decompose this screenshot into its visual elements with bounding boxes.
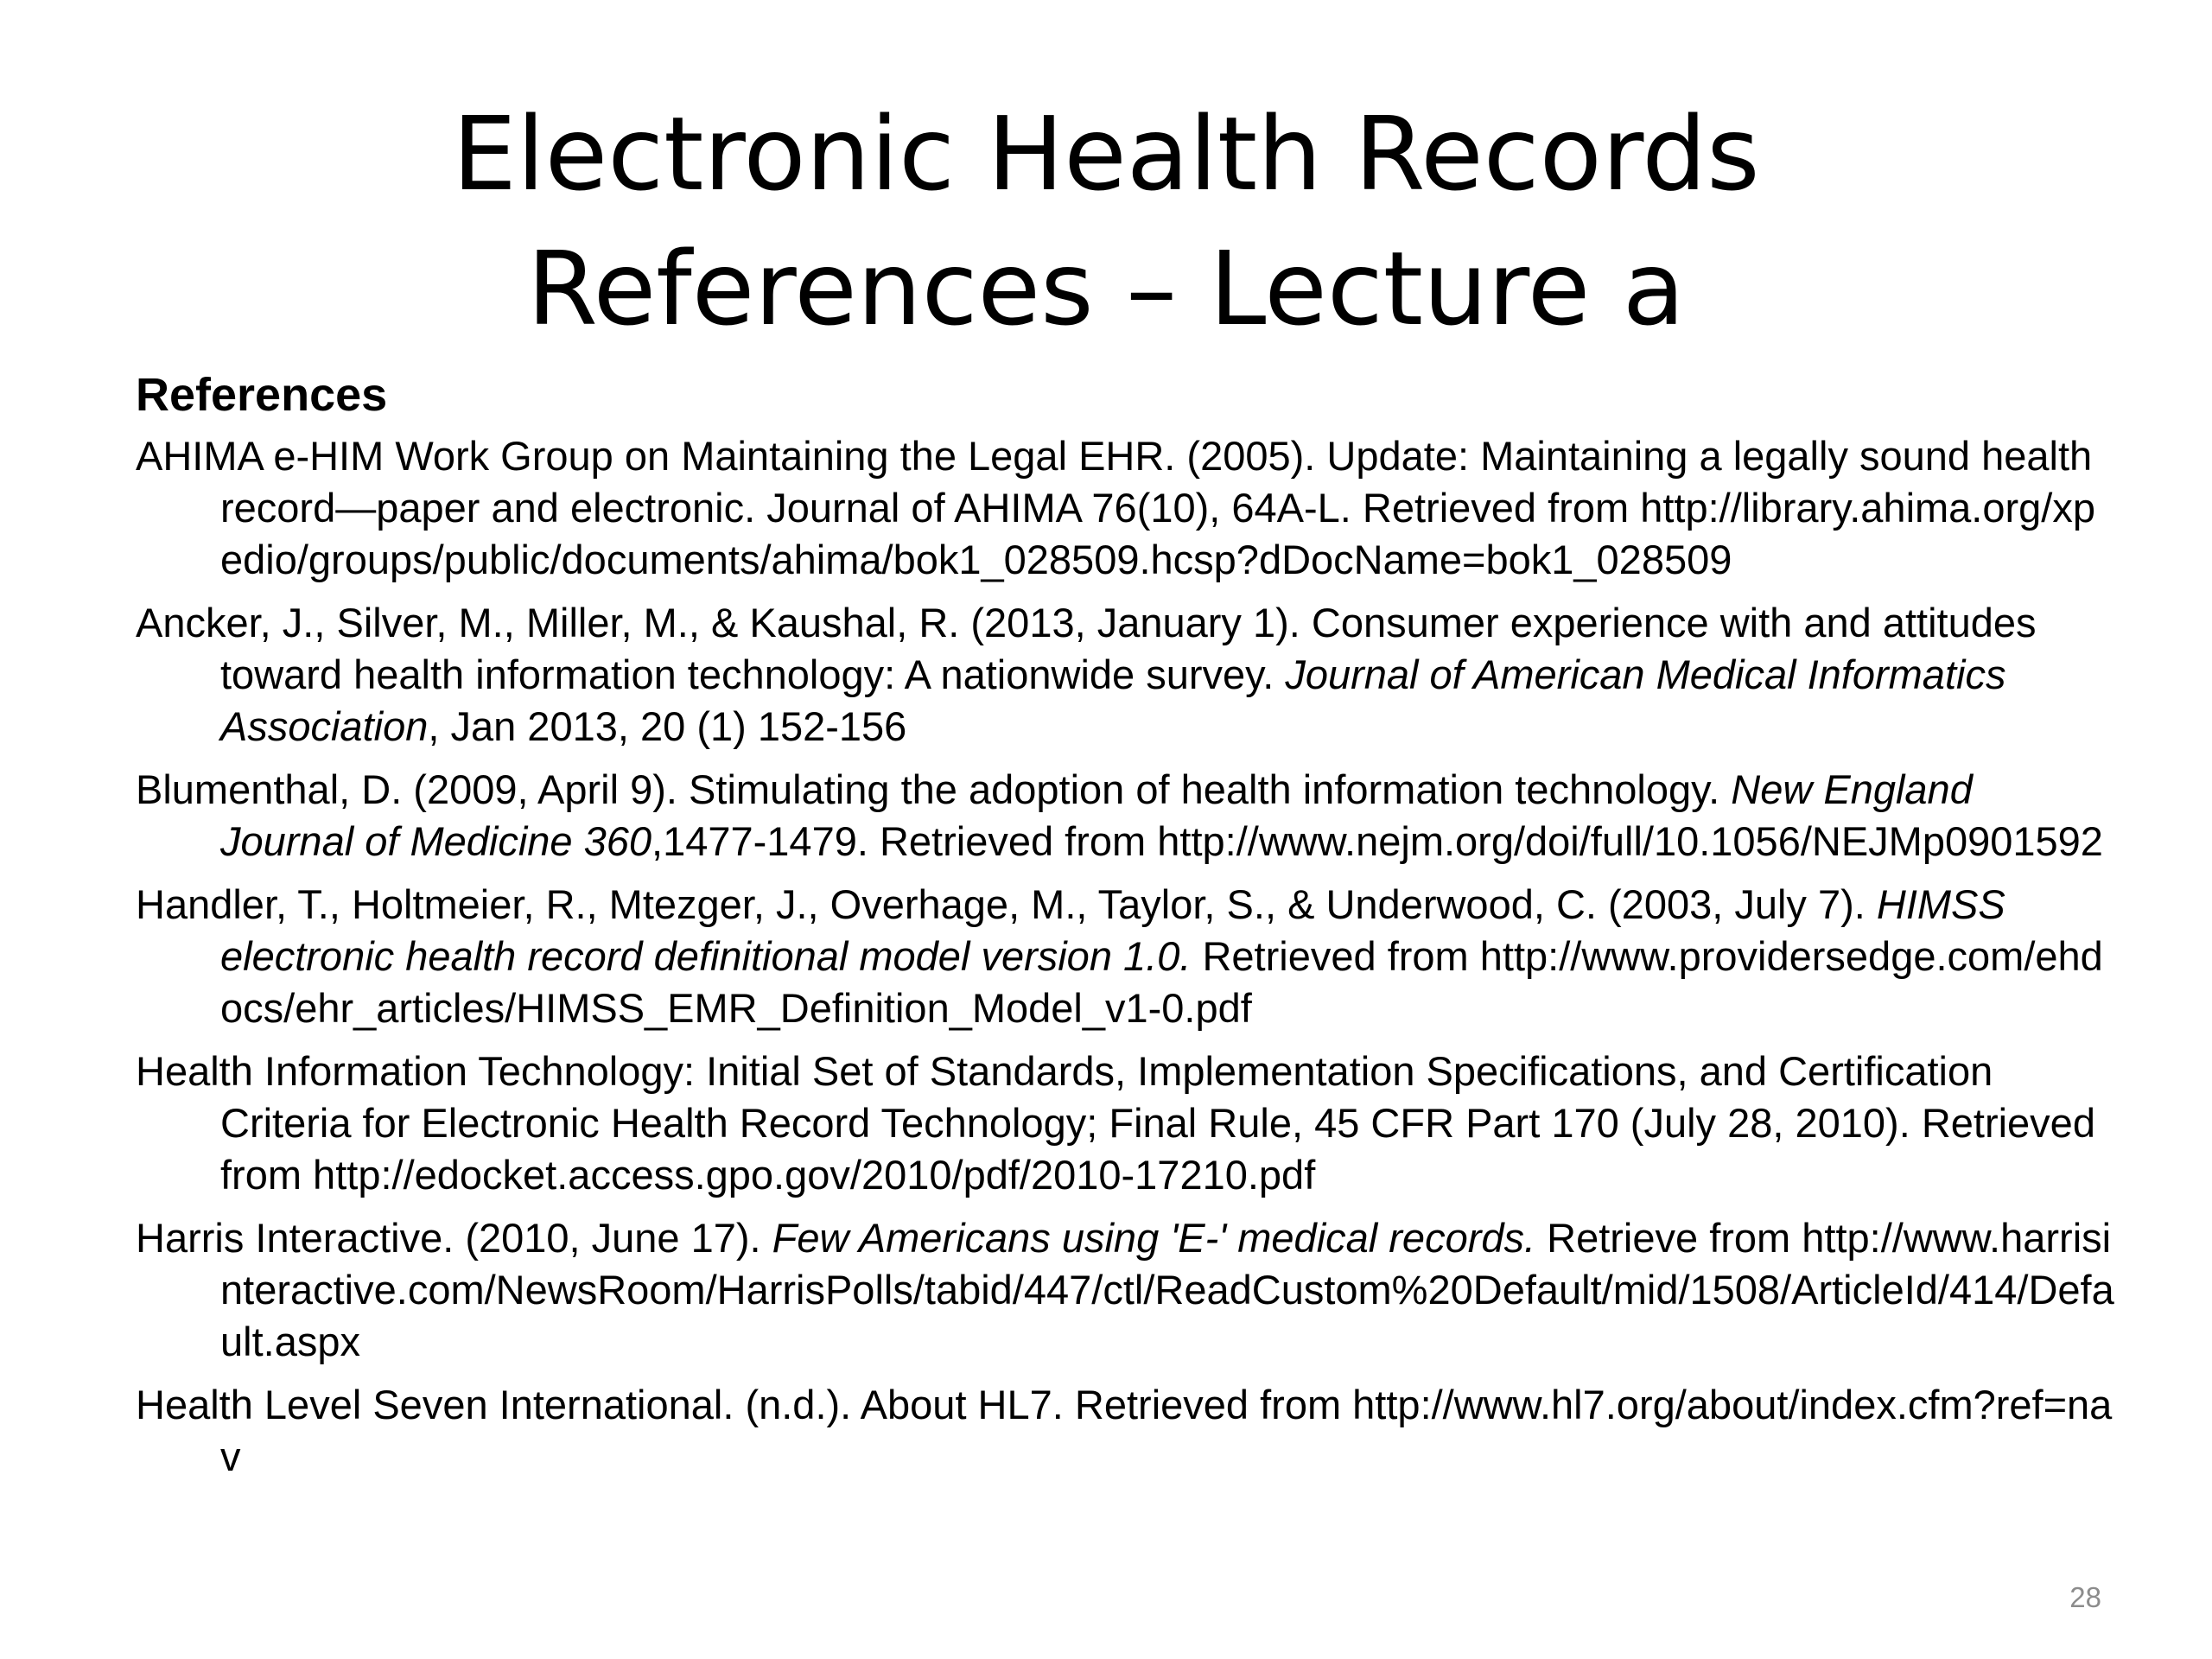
reference-text: Harris Interactive. (2010, June 17). <box>136 1215 772 1261</box>
reference-italic-text: Journal of American Medical Informatics Association <box>220 652 2006 749</box>
reference-text: Health Information Technology: Initial Set of Standards, Implementation Specifications, and Certification Criteria for Electronic Health Record Technology; Final Rule, 45 CFR Part 170 (July 28, 2010). Retrieved from http://edocket.access.gpo.gov/2010/pdf/2010-17210.pdf <box>136 1048 2095 1198</box>
reference-italic-text: Few Americans using 'E-' medical records. <box>772 1215 1536 1261</box>
reference-text: ,1477-1479. Retrieved from <box>652 818 1158 864</box>
reference-url: http://www.hl7.org/about/index.cfm?ref=nav <box>220 1382 2113 1479</box>
reference-item <box>136 1379 2114 1483</box>
reference-italic-text: HIMSS electronic health record definitional model version 1.0. <box>220 881 2005 979</box>
references-heading: References <box>136 369 388 421</box>
reference-item <box>136 879 2114 1034</box>
reference-text: Blumenthal, D. (2009, April 9). Stimulating the adoption of health information technology. <box>136 766 1732 812</box>
reference-text: , Jan 2013, 20 (1) 152-156 <box>428 703 907 749</box>
reference-item <box>136 597 2114 753</box>
slide-title <box>138 86 2074 356</box>
reference-text: Ancker, J., Silver, M., Miller, M., & Kaushal, R. (2013, January 1). Consumer experience with and attitudes toward health information technology: A nationwide survey. <box>136 600 2037 697</box>
reference-item <box>136 1046 2114 1201</box>
page-number: 28 <box>2069 1581 2101 1613</box>
reference-item <box>136 1212 2114 1368</box>
reference-text: Retrieved from <box>1191 933 1480 979</box>
slide-title-line-2: References – Lecture a <box>526 229 1686 348</box>
reference-list <box>136 430 2114 1483</box>
reference-text: Handler, T., Holtmeier, R., Mtezger, J., Overhage, M., Taylor, S., & Underwood, C. (2003, July 7). <box>136 881 1877 927</box>
reference-url: http://www.providersedge.com/ehdocs/ehr_articles/HIMSS_EMR_Definition_Model_v1-0.pdf <box>220 933 2103 1031</box>
reference-text: Health Level Seven International. (n.d.). About HL7. Retrieved from <box>136 1382 1353 1427</box>
reference-url: http://www.harrisinteractive.com/NewsRoom/HarrisPolls/tabid/447/ctl/ReadCustom%20Default/mid/1508/ArticleId/414/Default.aspx <box>220 1215 2114 1364</box>
reference-url: http://library.ahima.org/xpedio/groups/public/documents/ahima/bok1_028509.hcsp?dDocName=bok1_028509 <box>220 485 2095 582</box>
reference-item <box>136 764 2114 868</box>
slide-title-line-1: Electronic Health Records <box>452 94 1760 213</box>
reference-item <box>136 430 2114 586</box>
reference-url: http://www.nejm.org/doi/full/10.1056/NEJMp0901592 <box>1157 818 2103 864</box>
reference-italic-text: New England Journal of Medicine 360 <box>220 766 1973 864</box>
references-section <box>136 366 2114 1494</box>
reference-text: AHIMA e-HIM Work Group on Maintaining the Legal EHR. (2005). Update: Maintaining a legally sound health record—paper and electronic. Journal of AHIMA 76(10), 64A-L. Retrieved from <box>136 433 2093 531</box>
reference-text: Retrieve from <box>1535 1215 1802 1261</box>
